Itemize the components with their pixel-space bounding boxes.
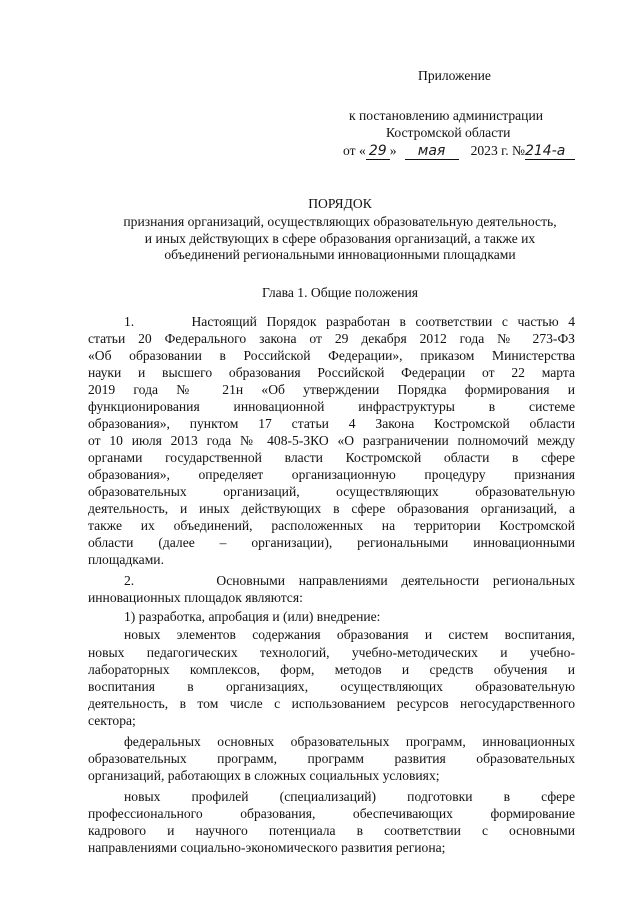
body-line: федеральных основных образовательных программ, инновационных: [124, 734, 575, 749]
subtitle-line: признания организаций, осуществляющих образовательную деятельность,: [123, 214, 557, 229]
body-line: 1. Настоящий Порядок разработан в соответствии с частью 4: [124, 314, 575, 329]
date-close-quote: »: [389, 143, 397, 158]
body-line: образования», определяет организационную процедуру признания: [88, 467, 575, 482]
resolution-date-line: [343, 143, 575, 160]
body-line: образовательных организаций, осуществляющих образовательную: [88, 484, 575, 499]
date-year: 2023 г. №: [470, 143, 525, 158]
appendix-label: Приложение: [418, 68, 491, 83]
resolution-reference-line-2: Костромской области: [386, 125, 511, 140]
body-line: деятельность, и иных действующих в сфере образования организаций, а: [88, 501, 575, 516]
handwritten-month: мая: [405, 144, 459, 160]
body-line: образования», пунктом 17 статьи 4 Закона Костромской области: [88, 416, 575, 431]
date-prefix: от «: [343, 143, 366, 158]
handwritten-resolution-number: 214-а: [525, 144, 575, 160]
body-line: 2. Основными направлениями деятельности региональных: [124, 573, 575, 588]
handwritten-day: 29: [366, 144, 390, 160]
body-line: области (далее – организации), региональными инновационными: [88, 535, 575, 550]
body-line: кадрового и научного потенциала в соответствии с основными: [88, 823, 575, 838]
body-line: профессионального образования, обеспечивающих формирование: [88, 806, 575, 821]
body-line: также их объединений, расположенных на территории Костромской: [88, 518, 575, 533]
body-line: лабораторных комплексов, форм, методов и средств обучения и: [88, 662, 575, 677]
document-title: ПОРЯДОК: [308, 196, 372, 211]
body-line: от 10 июля 2013 года № 408-5-ЗКО «О разграничении полномочий между: [88, 433, 575, 448]
body-line: направлениями социально-экономического развития региона;: [88, 840, 446, 855]
body-line: инновационных площадок являются:: [88, 590, 303, 605]
body-line: науки и высшего образования Российской Федерации от 22 марта: [88, 365, 575, 380]
body-line: организаций, работающих в сложных социальных условиях;: [88, 768, 440, 783]
body-line: 1) разработка, апробация и (или) внедрение:: [124, 609, 381, 624]
body-line: функционирования инновационной инфраструктуры в системе: [88, 399, 575, 414]
body-line: новых элементов содержания образования и систем воспитания,: [124, 627, 575, 642]
body-line: 2019 года № 21н «Об утверждении Порядка формирования и: [88, 382, 575, 397]
body-line: воспитания в организациях, осуществляющих образовательную: [88, 679, 575, 694]
body-line: новых педагогических технологий, учебно-методических и учебно-: [88, 645, 575, 660]
body-line: «Об образовании в Российской Федерации», приказом Министерства: [88, 348, 575, 363]
body-line: площадками.: [88, 552, 164, 567]
subtitle-line: объединений региональными инновационными площадками: [164, 247, 516, 263]
body-line: новых профилей (специализаций) подготовки в сфере: [124, 789, 575, 804]
body-line: деятельность, в том числе с использованием ресурсов негосударственного: [88, 696, 575, 711]
chapter-heading: Глава 1. Общие положения: [261, 285, 418, 300]
resolution-reference-line-1: к постановлению администрации: [349, 108, 543, 123]
body-line: сектора;: [88, 713, 136, 728]
body-line: образовательных программ, программ развития образовательных: [88, 751, 575, 766]
subtitle-line: и иных действующих в сфере образования организаций, а также их: [144, 230, 536, 246]
body-line: органами государственной власти Костромской области в сфере: [88, 450, 575, 465]
document-subtitle: [60, 214, 620, 264]
body-line: статьи 20 Федерального закона от 29 декабря 2012 года № 273-ФЗ: [88, 331, 575, 346]
